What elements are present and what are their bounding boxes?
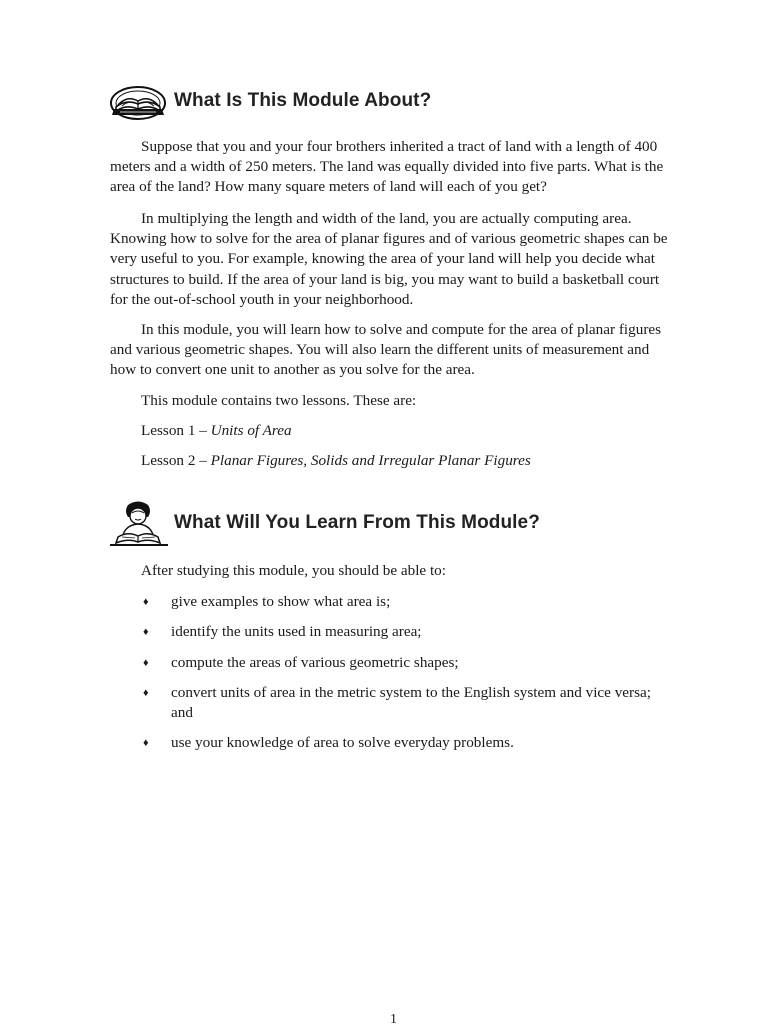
- bullet-diamond-icon: ♦: [143, 737, 149, 749]
- section-1-title: What Is This Module About?: [174, 90, 432, 111]
- lesson-1: [141, 421, 292, 441]
- student-reading-icon: [108, 499, 170, 547]
- section-2-heading: [108, 498, 540, 548]
- objective-4: convert units of area in the metric system to the English system and vice versa; and: [171, 684, 651, 722]
- objectives-intro: After studying this module, you should be able to:: [141, 562, 446, 579]
- bullet-diamond-icon: ♦: [143, 596, 149, 608]
- lesson-1-title: Units of Area: [210, 422, 292, 439]
- lesson-2: [141, 451, 531, 471]
- objective-5: use your knowledge of area to solve everyday problems.: [171, 734, 514, 751]
- page-number: 1: [390, 1012, 397, 1027]
- lesson-1-label: Lesson 1 –: [141, 422, 207, 439]
- intro-paragraph-1: Suppose that you and your four brothers inherited a tract of land with a length of 400 meters and a width of 250 meters. The land was equally divided into five parts. What is the area of the land? How many square meters of land will each of you get?: [110, 138, 664, 196]
- section-1-heading: [108, 76, 431, 126]
- objective-2: identify the units used in measuring area;: [171, 623, 422, 640]
- intro-paragraph-3: In this module, you will learn how to solve and compute for the area of planar figures and various geometric shapes. You will also learn the different units of measurement and how to convert one unit to another as you solve for the area.: [110, 321, 662, 379]
- lesson-2-label: Lesson 2 –: [141, 452, 207, 469]
- section-2-title: What Will You Learn From This Module?: [174, 512, 540, 533]
- objective-1: give examples to show what area is;: [171, 593, 391, 610]
- intro-paragraph-2: In multiplying the length and width of the land, you are actually computing area. Knowing how to solve for the area of planar figures and of various geometric shapes can be very useful to you. For example, knowing the area of your land will help you decide what structures to build. If the area of your land is big, you may want to build a basketball court for the out-of-school youth in your neighborhood.: [110, 210, 668, 308]
- bullet-diamond-icon: ♦: [143, 626, 149, 638]
- open-book-icon: [108, 77, 170, 125]
- bullet-diamond-icon: ♦: [143, 687, 149, 699]
- lessons-intro: This module contains two lessons. These are:: [141, 392, 417, 409]
- objective-3: compute the areas of various geometric shapes;: [171, 654, 459, 671]
- bullet-diamond-icon: ♦: [143, 657, 149, 669]
- lesson-2-title: Planar Figures, Solids and Irregular Planar Figures: [210, 452, 531, 469]
